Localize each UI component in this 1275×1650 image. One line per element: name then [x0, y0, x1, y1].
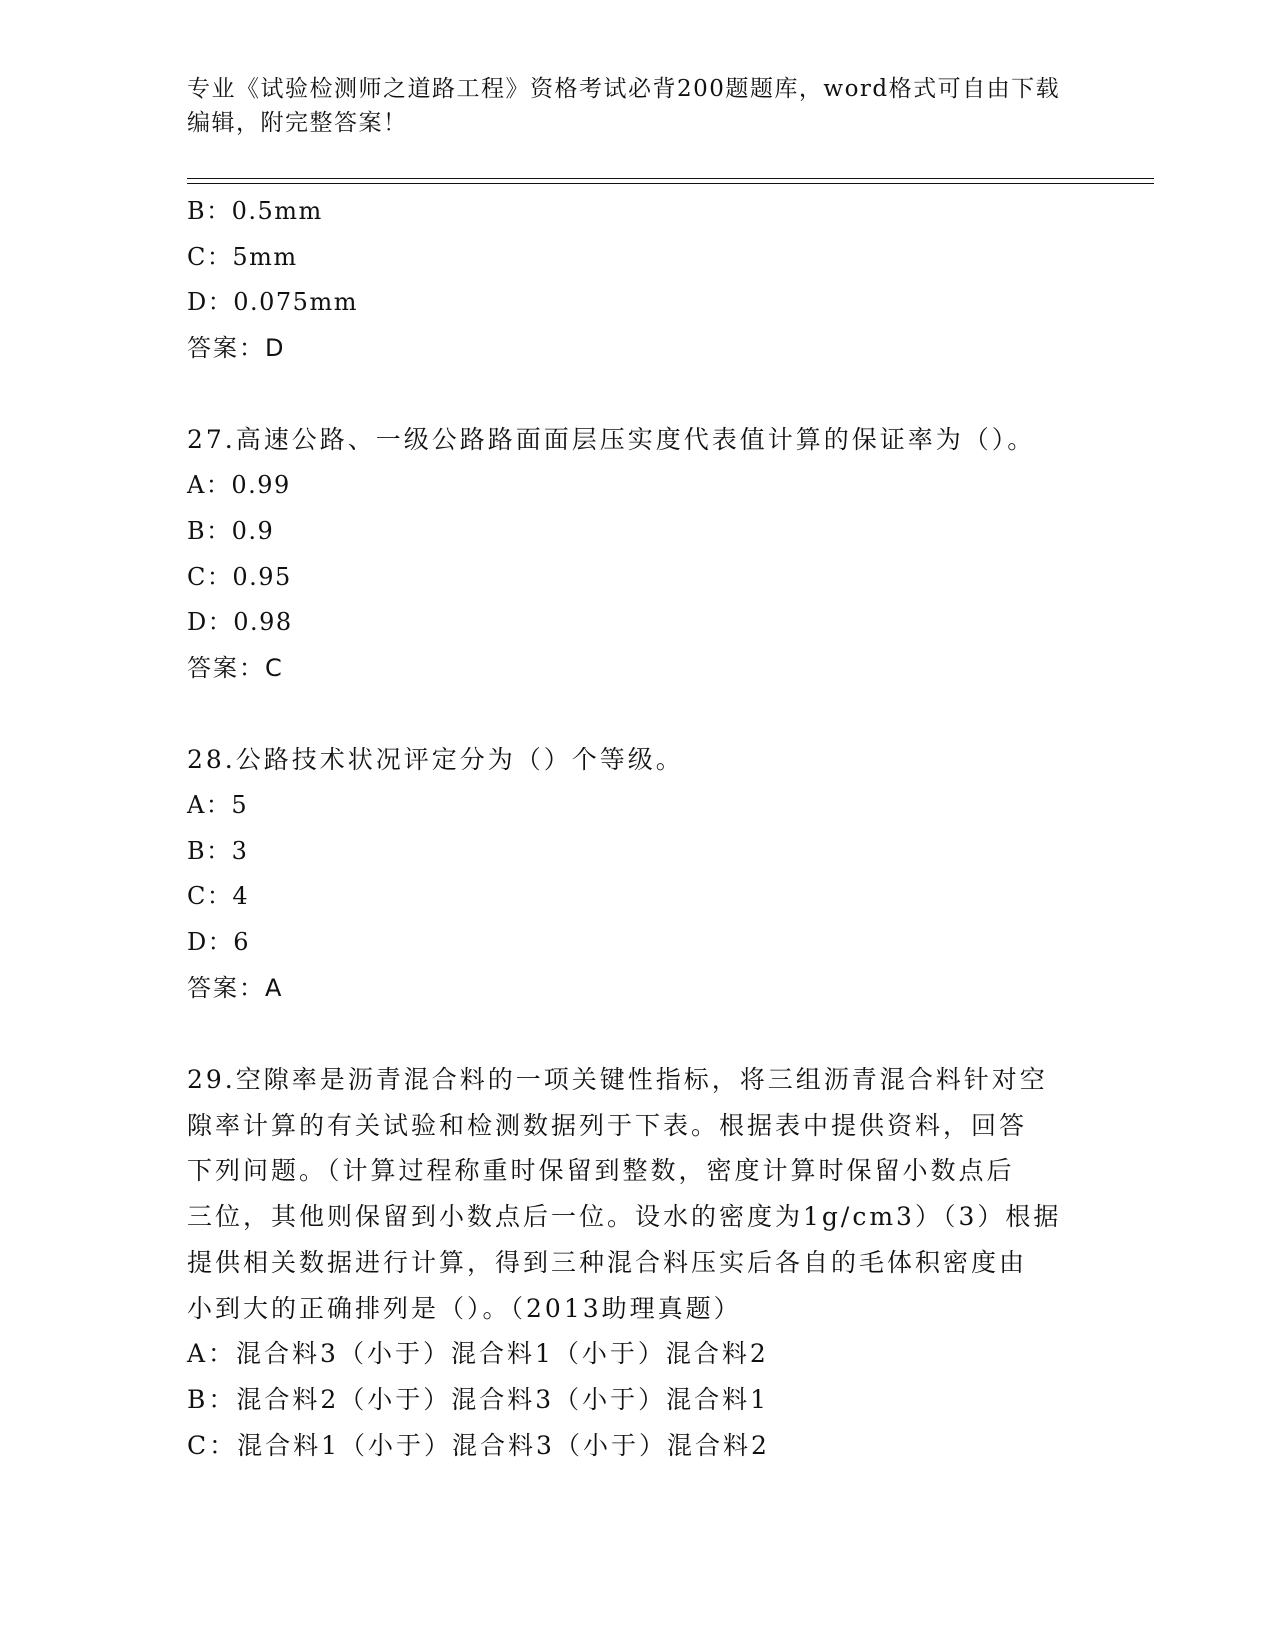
option-a: A：混合料3（小于）混合料1（小于）混合料2 — [187, 1339, 769, 1369]
option-d: D：0.98 — [187, 608, 293, 637]
question-stem: 27.高速公路、一级公路路面面层压实度代表值计算的保证率为（）。 — [187, 425, 1036, 455]
header-title-line-2: 编辑，附完整答案！ — [187, 110, 408, 136]
option-a: A：0.99 — [187, 471, 291, 500]
question-stem-line: 三位，其他则保留到小数点后一位。设水的密度为1g/cm3）（3）根据 — [187, 1202, 1062, 1232]
question-stem-line: 29.空隙率是沥青混合料的一项关键性指标，将三组沥青混合料针对空 — [187, 1065, 1048, 1095]
answer-label: 答案：A — [187, 973, 284, 1002]
document-header — [187, 72, 1067, 140]
option-a: A：5 — [187, 790, 249, 819]
header-title-line-1: 专业《试验检测师之道路工程》资格考试必背200题题库，word格式可自由下载 — [187, 76, 1061, 102]
option-c: C：4 — [187, 882, 250, 911]
option-b: B：0.9 — [187, 516, 275, 545]
option-d: D：6 — [187, 928, 251, 956]
answer-label: 答案：C — [187, 653, 284, 682]
question-list — [187, 189, 1087, 1468]
spacer — [187, 372, 1087, 418]
spacer — [187, 692, 1087, 738]
option-b: B：混合料2（小于）混合料3（小于）混合料1 — [187, 1384, 770, 1414]
option-d: D：0.075mm — [187, 288, 358, 317]
question-stem-line: 隙率计算的有关试验和检测数据列于下表。根据表中提供资料，回答 — [187, 1110, 1028, 1140]
option-c: C：混合料1（小于）混合料3（小于）混合料2 — [187, 1430, 770, 1460]
option-b: B：3 — [187, 836, 249, 865]
option-b: B：0.5mm — [187, 197, 323, 225]
question-stem: 28.公路技术状况评定分为（）个等级。 — [187, 745, 684, 775]
header-divider-bottom — [187, 183, 1154, 184]
question-stem-line: 提供相关数据进行计算，得到三种混合料压实后各自的毛体积密度由 — [187, 1247, 1028, 1277]
question-27 — [187, 417, 1087, 691]
option-c: C：5mm — [187, 242, 298, 271]
question-stem-line: 小到大的正确排列是（）。（2013助理真题） — [187, 1293, 742, 1323]
question-29 — [187, 1057, 1087, 1468]
question-26-tail — [187, 189, 1087, 372]
question-28 — [187, 737, 1087, 1011]
spacer — [187, 1011, 1087, 1057]
question-stem-line: 下列问题。（计算过程称重时保留到整数，密度计算时保留小数点后 — [187, 1156, 1015, 1186]
option-c: C：0.95 — [187, 562, 292, 591]
header-divider-top — [187, 178, 1154, 179]
answer-label: 答案：D — [187, 334, 286, 363]
